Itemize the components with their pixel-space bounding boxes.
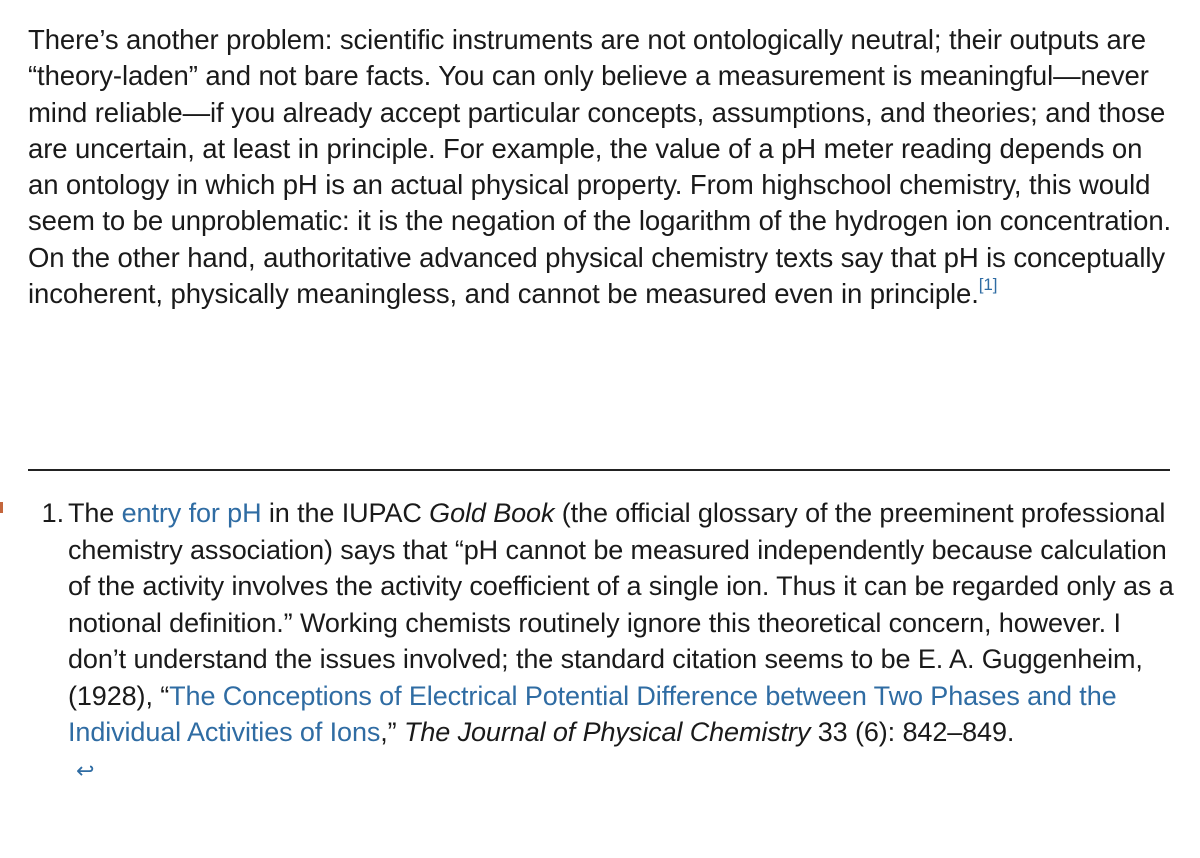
footnote-text: ,” [380,717,404,747]
main-paragraph [28,22,1178,312]
footnote-body [68,495,1176,790]
footnote-text: (the official glossary of the preeminent professional chemistry association) says that “pH cannot be measured independently because calculation of the activity involves the activity coefficient of a single ion. Thus it can be regarded only as a notional definition.” Working chemists routinely ignore this theoretical concern, however. I don’t understand the issues involved; the standard citation seems to be E. A. Guggenheim, (1928), “ [68,498,1174,711]
gold-book-title: Gold Book [429,498,555,528]
footnote-text: in the IUPAC [261,498,430,528]
footnote-item [26,495,1176,790]
main-paragraph-text: There’s another problem: scientific instruments are not ontologically neutral; their outputs are “theory-laden” and not bare facts. You can only believe a measurement is meaningful—never mind reliable—if you already accept particular concepts, assumptions, and theories; and those are uncertain, at least in principle. For example, the value of a pH meter reading depends on an ontology in which pH is an actual physical property. From highschool chemistry, this would seem to be unproblematic: it is the negation of the logarithm of the hydrogen ion concentration. On the other hand, authoritative advanced physical chemistry texts say that pH is conceptually incoherent, physically meaningless, and cannot be measured even in principle. [28,24,1172,310]
footnote-number: 1. [41,498,64,528]
footnote-divider [28,469,1170,471]
footnote-ref-link[interactable]: [1] [978,275,998,295]
guggenheim-article-link[interactable]: The Conceptions of Electrical Potential Difference between Two Phases and the Individual Activities of Ions [68,680,1117,747]
footnote-text: 33 (6): 842–849. [810,717,1015,747]
margin-marker [0,502,3,513]
journal-title: The Journal of Physical Chemistry [403,717,811,747]
iupac-entry-link[interactable]: entry for pH [121,498,262,528]
back-to-text-icon[interactable]: ↩ [76,758,95,784]
footnote-text: The [68,498,122,528]
